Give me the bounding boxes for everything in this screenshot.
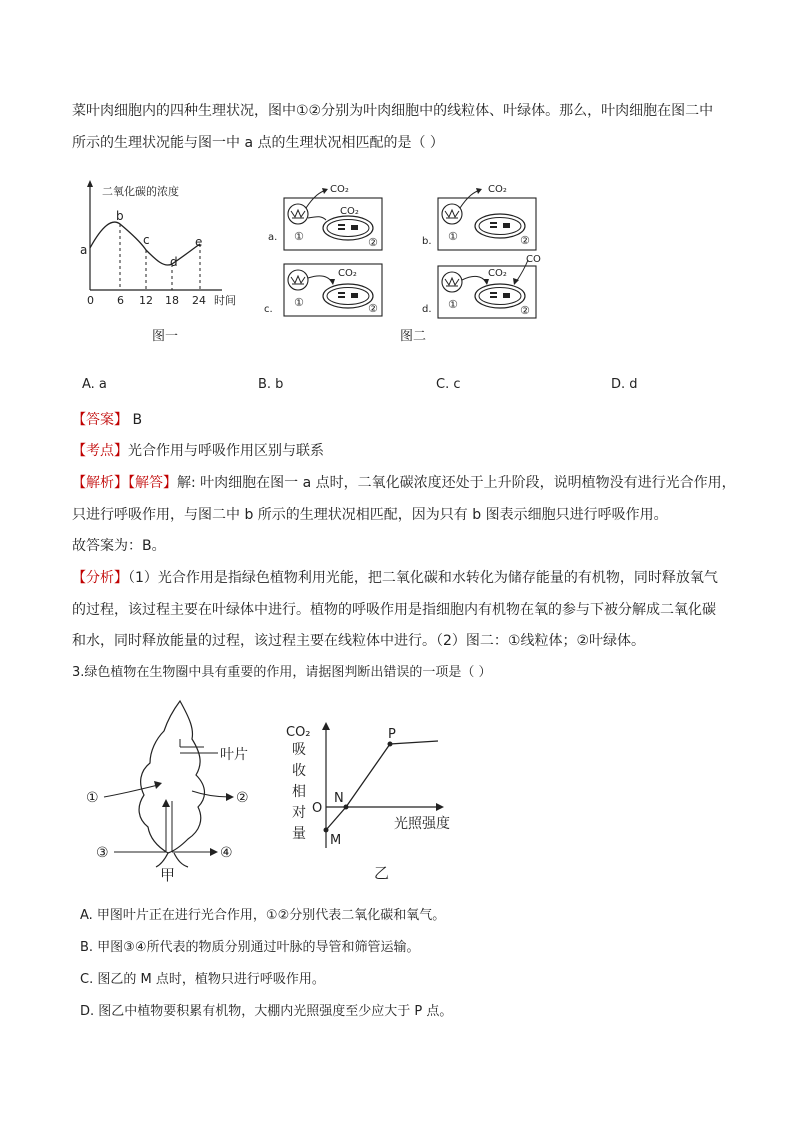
q3-option-d[interactable]: D. 图乙中植物要积累有机物，大棚内光照强度至少应大于 P 点。 bbox=[80, 1004, 453, 1019]
yi-caption: 乙 bbox=[374, 864, 390, 882]
fig2b-mark1: ① bbox=[448, 230, 458, 243]
fig1-tick-0: 0 bbox=[87, 294, 94, 307]
answer-line bbox=[72, 410, 142, 430]
q3-option-b[interactable]: B. 甲图③④所代表的物质分别通过叶脉的导管和筛管运输。 bbox=[80, 940, 420, 955]
yi-point-p bbox=[388, 742, 393, 747]
fig2d-co2: CO₂ bbox=[488, 268, 507, 279]
fenxi-line3: 和水，同时释放能量的过程，该过程主要在线粒体中进行。（2）图二：①线粒体；②叶绿体。 bbox=[72, 633, 646, 649]
jia-caption: 甲 bbox=[160, 866, 176, 884]
yi-label-p: P bbox=[388, 727, 396, 742]
analysis-line1 bbox=[72, 473, 736, 493]
fig2c-co2: CO₂ bbox=[338, 268, 357, 279]
fig1-point-a: a bbox=[80, 243, 88, 257]
conclusion-line: 故答案为：B。 bbox=[72, 538, 166, 554]
fenxi-tag: 【分析】 bbox=[72, 570, 128, 586]
fig1-tick-6: 6 bbox=[117, 294, 124, 307]
fig1-tick-18: 18 bbox=[165, 294, 179, 307]
fig2-caption: 图二 bbox=[400, 329, 427, 344]
yi-point-n bbox=[344, 805, 349, 810]
fig1-ylabel: 二氧化碳的浓度 bbox=[102, 185, 179, 198]
jia-mark-3: ③ bbox=[96, 845, 109, 861]
figure-jia bbox=[80, 695, 280, 890]
analysis-line2: 只进行呼吸作用，与图二中 b 所示的生理状况相匹配，因为只有 b 图表示细胞只进行呼吸作用。 bbox=[72, 507, 668, 523]
fig2d-co2-outside: CO bbox=[526, 254, 541, 265]
yi-ylabel-5: 量 bbox=[292, 826, 306, 842]
topic-line bbox=[72, 441, 324, 461]
q2-option-a[interactable]: A. a bbox=[82, 377, 107, 392]
yi-ylabel-3: 相 bbox=[292, 784, 306, 800]
fig2b-mark2: ② bbox=[520, 234, 530, 247]
q2-option-c[interactable]: C. c bbox=[436, 377, 461, 392]
q3-option-c[interactable]: C. 图乙的 M 点时，植物只进行呼吸作用。 bbox=[80, 972, 325, 987]
fig2-label-a: a. bbox=[268, 232, 278, 243]
q2-option-b[interactable]: B. b bbox=[258, 377, 284, 392]
yi-label-m: M bbox=[330, 833, 342, 848]
yi-point-m bbox=[324, 828, 329, 833]
q3-option-a[interactable]: A. 甲图叶片正在进行光合作用，①②分别代表二氧化碳和氧气。 bbox=[80, 908, 446, 923]
figure-1 bbox=[72, 178, 252, 348]
fig1-tick-24: 24 bbox=[192, 294, 206, 307]
fig1-point-d: d bbox=[170, 255, 178, 269]
q2-stem-line2: 所示的生理状况能与图一中 a 点的生理状况相匹配的是（ ） bbox=[72, 135, 444, 151]
fig2-label-c: c. bbox=[264, 304, 273, 315]
fig2c-mark2: ② bbox=[368, 302, 378, 315]
topic-tag: 【考点】 bbox=[72, 443, 128, 459]
topic-value: 光合作用与呼吸作用区别与联系 bbox=[128, 443, 324, 459]
fig2a-mark1: ① bbox=[294, 230, 304, 243]
fig1-point-b: b bbox=[116, 209, 124, 223]
fenxi-line1 bbox=[72, 568, 718, 588]
fig2d-mark2: ② bbox=[520, 304, 530, 317]
fig1-xlabel: 时间 bbox=[214, 294, 236, 307]
fig2a-co2-in: CO₂ bbox=[340, 206, 359, 217]
fig2b-co2-out: CO₂ bbox=[488, 184, 507, 195]
leaf-label: 叶片 bbox=[220, 747, 248, 763]
answer-tag: 【答案】 bbox=[72, 412, 128, 428]
fig1-tick-12: 12 bbox=[139, 294, 153, 307]
fenxi-line2: 的过程，该过程主要在叶绿体中进行。植物的呼吸作用是指细胞内有机物在氧的参与下被分解成二氧化碳 bbox=[72, 602, 716, 618]
q2-stem-line1: 菜叶肉细胞内的四种生理状况，图中①②分别为叶肉细胞中的线粒体、叶绿体。那么，叶肉细胞在图二中 bbox=[72, 103, 714, 119]
fig2-label-d: d. bbox=[422, 304, 432, 315]
fig2c-mark1: ① bbox=[294, 296, 304, 309]
yi-xlabel: 光照强度 bbox=[394, 816, 450, 832]
analysis-text-1: 解: 叶肉细胞在图一 a 点时，二氧化碳浓度还处于上升阶段，说明植物没有进行光合作用， bbox=[177, 475, 736, 491]
fig2-label-b: b. bbox=[422, 236, 432, 247]
jia-mark-2: ② bbox=[236, 790, 249, 806]
fig1-caption: 图一 bbox=[152, 329, 179, 344]
yi-label-n: N bbox=[334, 791, 344, 806]
fig2d-mark1: ① bbox=[448, 298, 458, 311]
yi-ylabel-4: 对 bbox=[292, 805, 306, 821]
fig1-point-c: c bbox=[143, 233, 150, 247]
jia-mark-4: ④ bbox=[220, 845, 233, 861]
fig1-point-e: e bbox=[195, 235, 203, 249]
q2-option-d[interactable]: D. d bbox=[611, 377, 638, 392]
yi-ylabel-1: 吸 bbox=[292, 742, 306, 758]
yi-origin: O bbox=[312, 801, 323, 816]
yi-ylabel-co2: CO₂ bbox=[286, 725, 311, 740]
figure-yi bbox=[278, 718, 478, 886]
fig2a-co2-out: CO₂ bbox=[330, 184, 349, 195]
fenxi-text-1: （1）光合作用是指绿色植物利用光能，把二氧化碳和水转化为储存能量的有机物，同时释放氧气 bbox=[128, 570, 718, 586]
answer-value: B bbox=[128, 412, 143, 428]
q3-stem: 3.绿色植物在生物圈中具有重要的作用，请据图判断出错误的一项是（ ） bbox=[72, 665, 492, 680]
fig2a-mark2: ② bbox=[368, 236, 378, 249]
jia-mark-1: ① bbox=[86, 790, 99, 806]
analysis-tag: 【解析】【解答】 bbox=[72, 475, 177, 491]
figure-2 bbox=[262, 178, 552, 348]
yi-ylabel-2: 收 bbox=[292, 763, 306, 779]
